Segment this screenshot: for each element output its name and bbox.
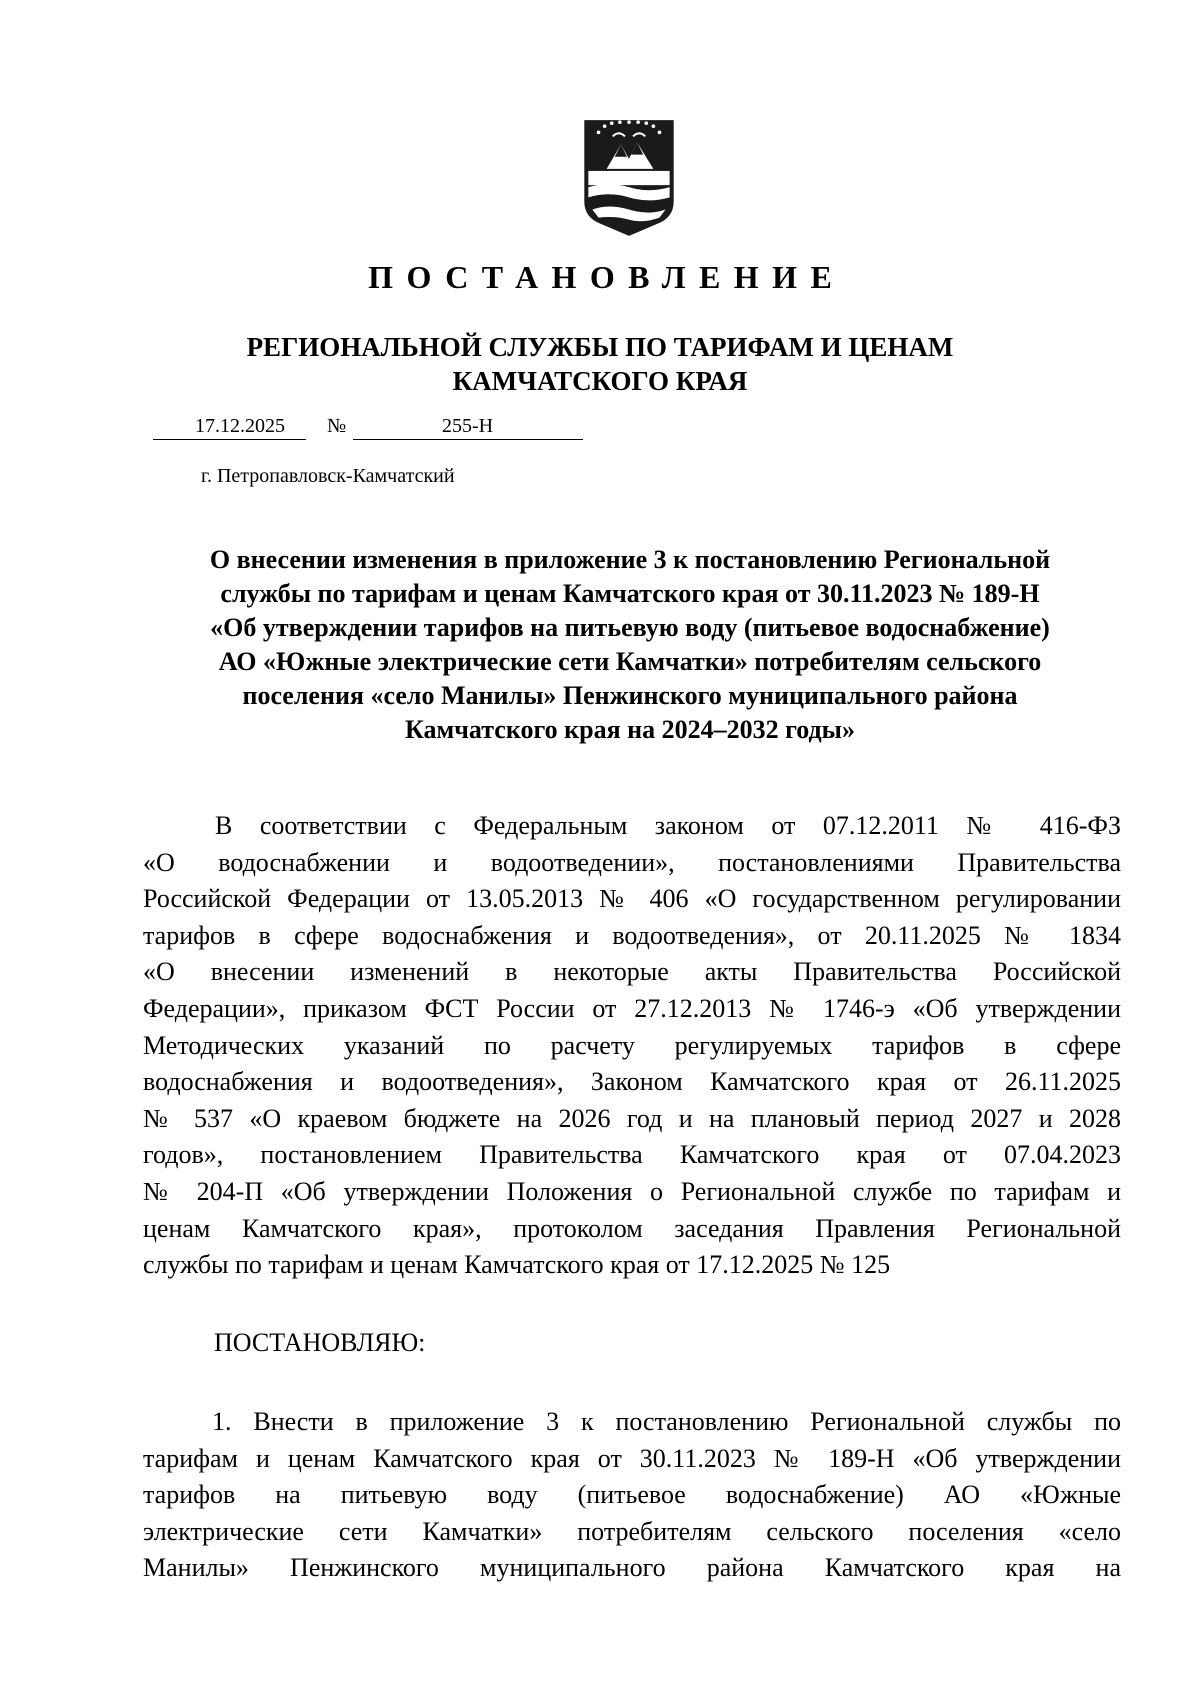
preamble-line: «О водоснабжении и водоотведении», постановлениями Правительства xyxy=(143,847,1121,877)
subject-line: «Об утверждении тарифов на питьевую воду (питьевое водоснабжение) xyxy=(210,613,1050,642)
preamble-line: годов», постановлением Правительства Камчатского края от 07.04.2023 xyxy=(143,1140,1121,1170)
subject-line: поселения «село Манилы» Пенжинского муниципального района xyxy=(242,681,1018,710)
subject-line: службы по тарифам и ценам Камчатского края от 30.11.2023 № 189-Н xyxy=(220,579,1040,608)
preamble-line: службы по тарифам и ценам Камчатского края от 17.12.2025 № 125 xyxy=(143,1250,891,1280)
preamble-line: В соответствии с Федеральным законом от 07.12.2011 № 416-ФЗ xyxy=(215,811,1121,840)
preamble-line: тарифов в сфере водоснабжения и водоотведения», от 20.11.2025 № 1834 xyxy=(143,920,1121,950)
document-date: 17.12.2025 xyxy=(195,415,285,437)
subject-line: АО «Южные электрические сети Камчатки» потребителям сельского xyxy=(218,647,1042,676)
date-underline xyxy=(153,439,306,440)
issuer-line: КАМЧАТСКОГО КРАЯ xyxy=(452,366,748,396)
preamble-line: № 204-П «Об утверждении Положения о Региональной службе по тарифам и xyxy=(143,1176,1121,1206)
kamchatka-coat-of-arms-icon xyxy=(578,112,680,240)
item-1-line: тарифам и ценам Камчатского края от 30.11.2023 № 189-Н «Об утверждении xyxy=(143,1443,1121,1473)
subject-line: Камчатского края на 2024–2032 годы» xyxy=(405,715,855,744)
item-1-line: 1. Внести в приложение 3 к постановлению Региональной службы по xyxy=(212,1407,1121,1436)
preamble-line: № 537 «О краевом бюджете на 2026 год и на плановый период 2027 и 2028 xyxy=(143,1103,1121,1133)
preamble-line: Российской Федерации от 13.05.2013 № 406 «О государственном регулировании xyxy=(143,884,1121,914)
item-1-line: Манилы» Пенжинского муниципального района Камчатского края на xyxy=(143,1553,1121,1583)
number-sign: № xyxy=(327,415,347,437)
preamble-line: Методических указаний по расчету регулируемых тарифов в сфере xyxy=(143,1030,1121,1060)
document-type-title: ПОСТАНОВЛЕНИЕ xyxy=(368,259,846,295)
subject-line: О внесении изменения в приложение 3 к постановлению Региональной xyxy=(209,545,1051,574)
document-city: г. Петропавловск-Камчатский xyxy=(201,465,455,487)
preamble-line: «О внесении изменений в некоторые акты Правительства Российской xyxy=(143,957,1121,987)
issuing-authority xyxy=(0,330,1200,398)
decree-word: ПОСТАНОВЛЯЮ: xyxy=(214,1328,426,1357)
preamble-line: Федерации», приказом ФСТ России от 27.12.2013 № 1746-э «Об утверждении xyxy=(143,993,1121,1023)
preamble-line: водоснабжения и водоотведения», Законом Камчатского края от 26.11.2025 xyxy=(143,1067,1121,1097)
issuer-line: РЕГИОНАЛЬНОЙ СЛУЖБЫ ПО ТАРИФАМ И ЦЕНАМ xyxy=(246,332,954,362)
preamble-line: ценам Камчатского края», протоколом заседания Правления Региональной xyxy=(143,1213,1121,1243)
item-1-line: электрические сети Камчатки» потребителям сельского поселения «село xyxy=(143,1516,1121,1546)
item-1-line: тарифов на питьевую воду (питьевое водоснабжение) АО «Южные xyxy=(143,1480,1121,1510)
document-subject xyxy=(140,543,1120,747)
number-underline xyxy=(353,439,583,440)
document-number: 255-Н xyxy=(442,415,494,437)
preamble-paragraph xyxy=(143,808,1121,1284)
item-1-paragraph xyxy=(143,1404,1121,1587)
date-number-row xyxy=(153,411,583,441)
